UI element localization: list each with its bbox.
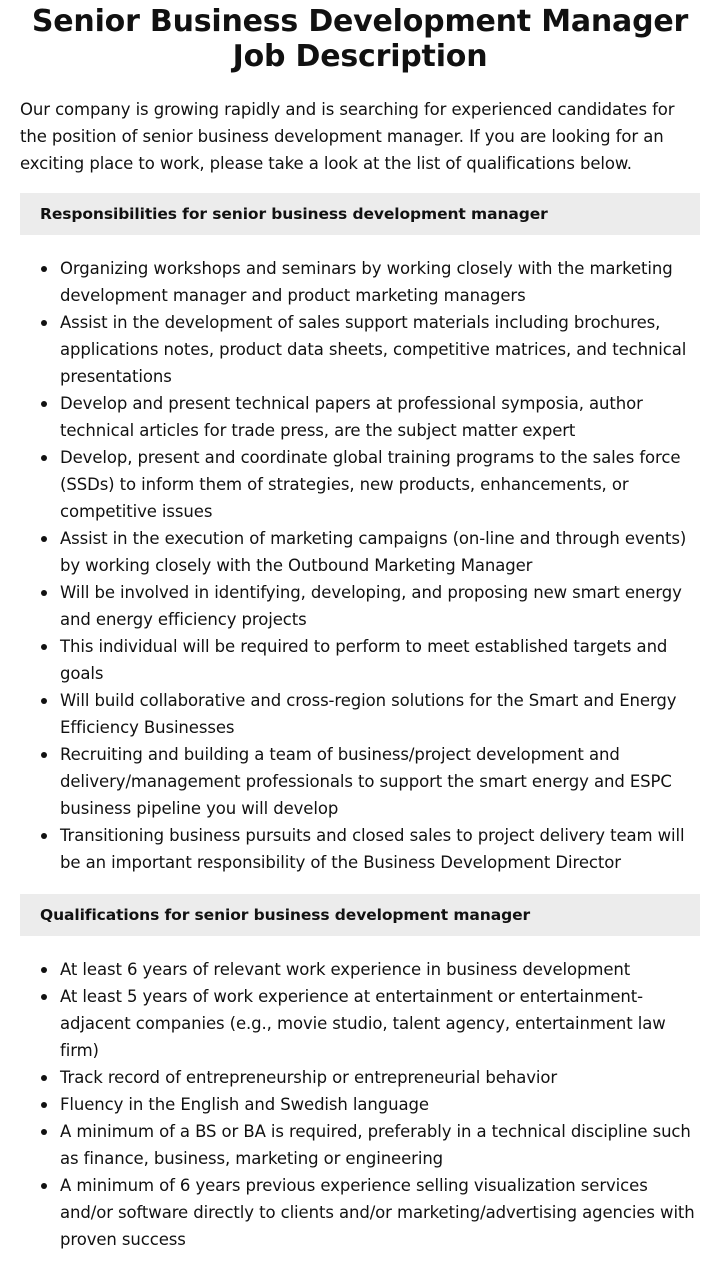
list-item: This individual will be required to perform to meet established targets and goals bbox=[60, 633, 700, 687]
list-item: Develop and present technical papers at professional symposia, author technical articles for trade press, are the subject matter expert bbox=[60, 390, 700, 444]
list-item: Will build collaborative and cross-region solutions for the Smart and Energy Efficiency Businesses bbox=[60, 687, 700, 741]
bullet-icon bbox=[41, 1075, 47, 1081]
responsibilities-heading bbox=[20, 193, 700, 235]
list-item: A minimum of a BS or BA is required, preferably in a technical discipline such as finance, business, marketing or engineering bbox=[60, 1118, 700, 1172]
bullet-icon bbox=[41, 266, 47, 272]
qualifications-heading bbox=[20, 894, 700, 936]
bullet-icon bbox=[41, 752, 47, 758]
list-item: Fluency in the English and Swedish language bbox=[60, 1091, 700, 1118]
bullet-icon bbox=[41, 401, 47, 407]
bullet-icon bbox=[41, 698, 47, 704]
bullet-icon bbox=[41, 1102, 47, 1108]
intro-paragraph: Our company is growing rapidly and is searching for experienced candidates for the position of senior business development manager. If you are looking for an exciting place to work, please take a look at the list of qualifications below. bbox=[20, 100, 675, 173]
page-title: Senior Business Development Manager Job Description bbox=[31, 4, 689, 74]
bullet-icon bbox=[41, 967, 47, 973]
qualifications-list bbox=[20, 956, 700, 1253]
bullet-icon bbox=[41, 644, 47, 650]
bullet-icon bbox=[41, 1183, 47, 1189]
list-item: Organizing workshops and seminars by working closely with the marketing development manager and product marketing managers bbox=[60, 255, 700, 309]
list-item: Develop, present and coordinate global training programs to the sales force (SSDs) to inform them of strategies, new products, enhancements, or competitive issues bbox=[60, 444, 700, 525]
list-item: Assist in the development of sales support materials including brochures, applications notes, product data sheets, competitive matrices, and technical presentations bbox=[60, 309, 700, 390]
list-item: Transitioning business pursuits and closed sales to project delivery team will be an important responsibility of the Business Development Director bbox=[60, 822, 700, 876]
list-item: Assist in the execution of marketing campaigns (on-line and through events) by working closely with the Outbound Marketing Manager bbox=[60, 525, 700, 579]
responsibilities-heading-label: Responsibilities for senior business development manager bbox=[40, 205, 548, 223]
responsibilities-list bbox=[20, 255, 700, 876]
bullet-icon bbox=[41, 1129, 47, 1135]
bullet-icon bbox=[41, 590, 47, 596]
bullet-icon bbox=[41, 536, 47, 542]
bullet-icon bbox=[41, 320, 47, 326]
list-item: A minimum of 6 years previous experience selling visualization services and/or software directly to clients and/or marketing/advertising agencies with proven success bbox=[60, 1172, 700, 1253]
list-item: At least 5 years of work experience at entertainment or entertainment-adjacent companies (e.g., movie studio, talent agency, entertainment law firm) bbox=[60, 983, 700, 1064]
list-item: Will be involved in identifying, developing, and proposing new smart energy and energy efficiency projects bbox=[60, 579, 700, 633]
list-item: Track record of entrepreneurship or entrepreneurial behavior bbox=[60, 1064, 700, 1091]
bullet-icon bbox=[41, 833, 47, 839]
list-item: At least 6 years of relevant work experience in business development bbox=[60, 956, 700, 983]
list-item: Recruiting and building a team of business/project development and delivery/management professionals to support the smart energy and ESPC business pipeline you will develop bbox=[60, 741, 700, 822]
bullet-icon bbox=[41, 994, 47, 1000]
bullet-icon bbox=[41, 455, 47, 461]
qualifications-heading-label: Qualifications for senior business development manager bbox=[40, 906, 531, 924]
